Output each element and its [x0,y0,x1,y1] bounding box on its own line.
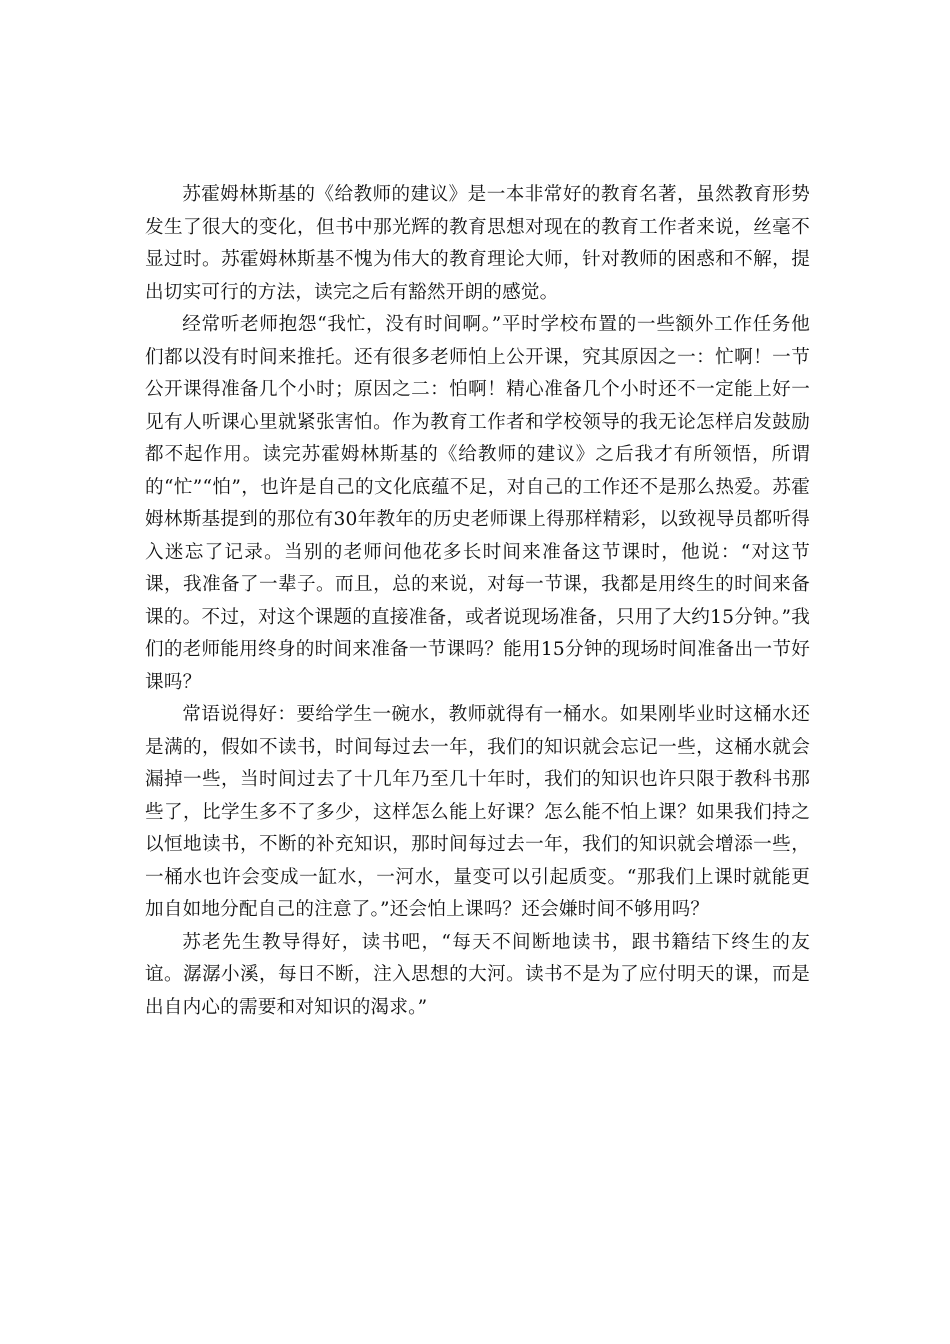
paragraph-intro: 苏霍姆林斯基的《给教师的建议》是一本非常好的教育名著，虽然教育形势发生了很大的变化，但书中那光辉的教育思想对现在的教育工作者来说，丝毫不显过时。苏霍姆林斯基不愧为伟大的教育理论大师，针对教师的困惑和不解，提出切实可行的方法，读完之后有豁然开朗的感觉。 [145,184,810,303]
paragraph-busy-teachers: 经常听老师抱怨“我忙，没有时间啊。”平时学校布置的一些额外工作任务他们都以没有时间来推托。还有很多老师怕上公开课，究其原因之一：忙啊！一节公开课得准备几个小时；原因之二：怕啊！精心准备几个小时还不一定能上好一见有人听课心里就紧张害怕。作为教育工作者和学校领导的我无论怎样启发鼓励都不起作用。读完苏霍姆林斯基的《给教师的建议》之后我才有所领悟，所谓的“忙”“怕”，也许是自己的文化底蕴不足，对自己的工作还不是那么热爱。苏霍姆林斯基提到的那位有30年教年的历史老师课上得那样精彩，以致视导员都听得入迷忘了记录。当别的老师问他花多长时间来准备这节课时，他说：“对这节课，我准备了一辈子。而且，总的来说，对每一节课，我都是用终生的时间来备课的。不过，对这个课题的直接准备，或者说现场准备，只用了大约15分钟。”我们的老师能用终身的时间来准备一节课吗？能用15分钟的现场时间准备出一节好课吗？ [145,314,810,693]
paragraph-bucket-of-water: 常语说得好：要给学生一碗水，教师就得有一桶水。如果刚毕业时这桶水还是满的，假如不读书，时间每过去一年，我们的知识就会忘记一些，这桶水就会漏掉一些，当时间过去了十几年乃至几十年时，我们的知识也许只限于教科书那些了，比学生多不了多少，这样怎么能上好课？怎么能不怕上课？如果我们持之以恒地读书，不断的补充知识，那时间每过去一年，我们的知识就会增添一些，一桶水也许会变成一缸水，一河水，量变可以引起质变。“那我们上课时就能更加自如地分配自己的注意了。”还会怕上课吗？还会嫌时间不够用吗？ [145,704,810,920]
paragraph-conclusion: 苏老先生教导得好，读书吧，“每天不间断地读书，跟书籍结下终生的友谊。潺潺小溪，每日不断，注入思想的大河。读书不是为了应付明天的课，而是出自内心的需要和对知识的渴求。” [145,931,810,1018]
document-body [145,179,810,1024]
